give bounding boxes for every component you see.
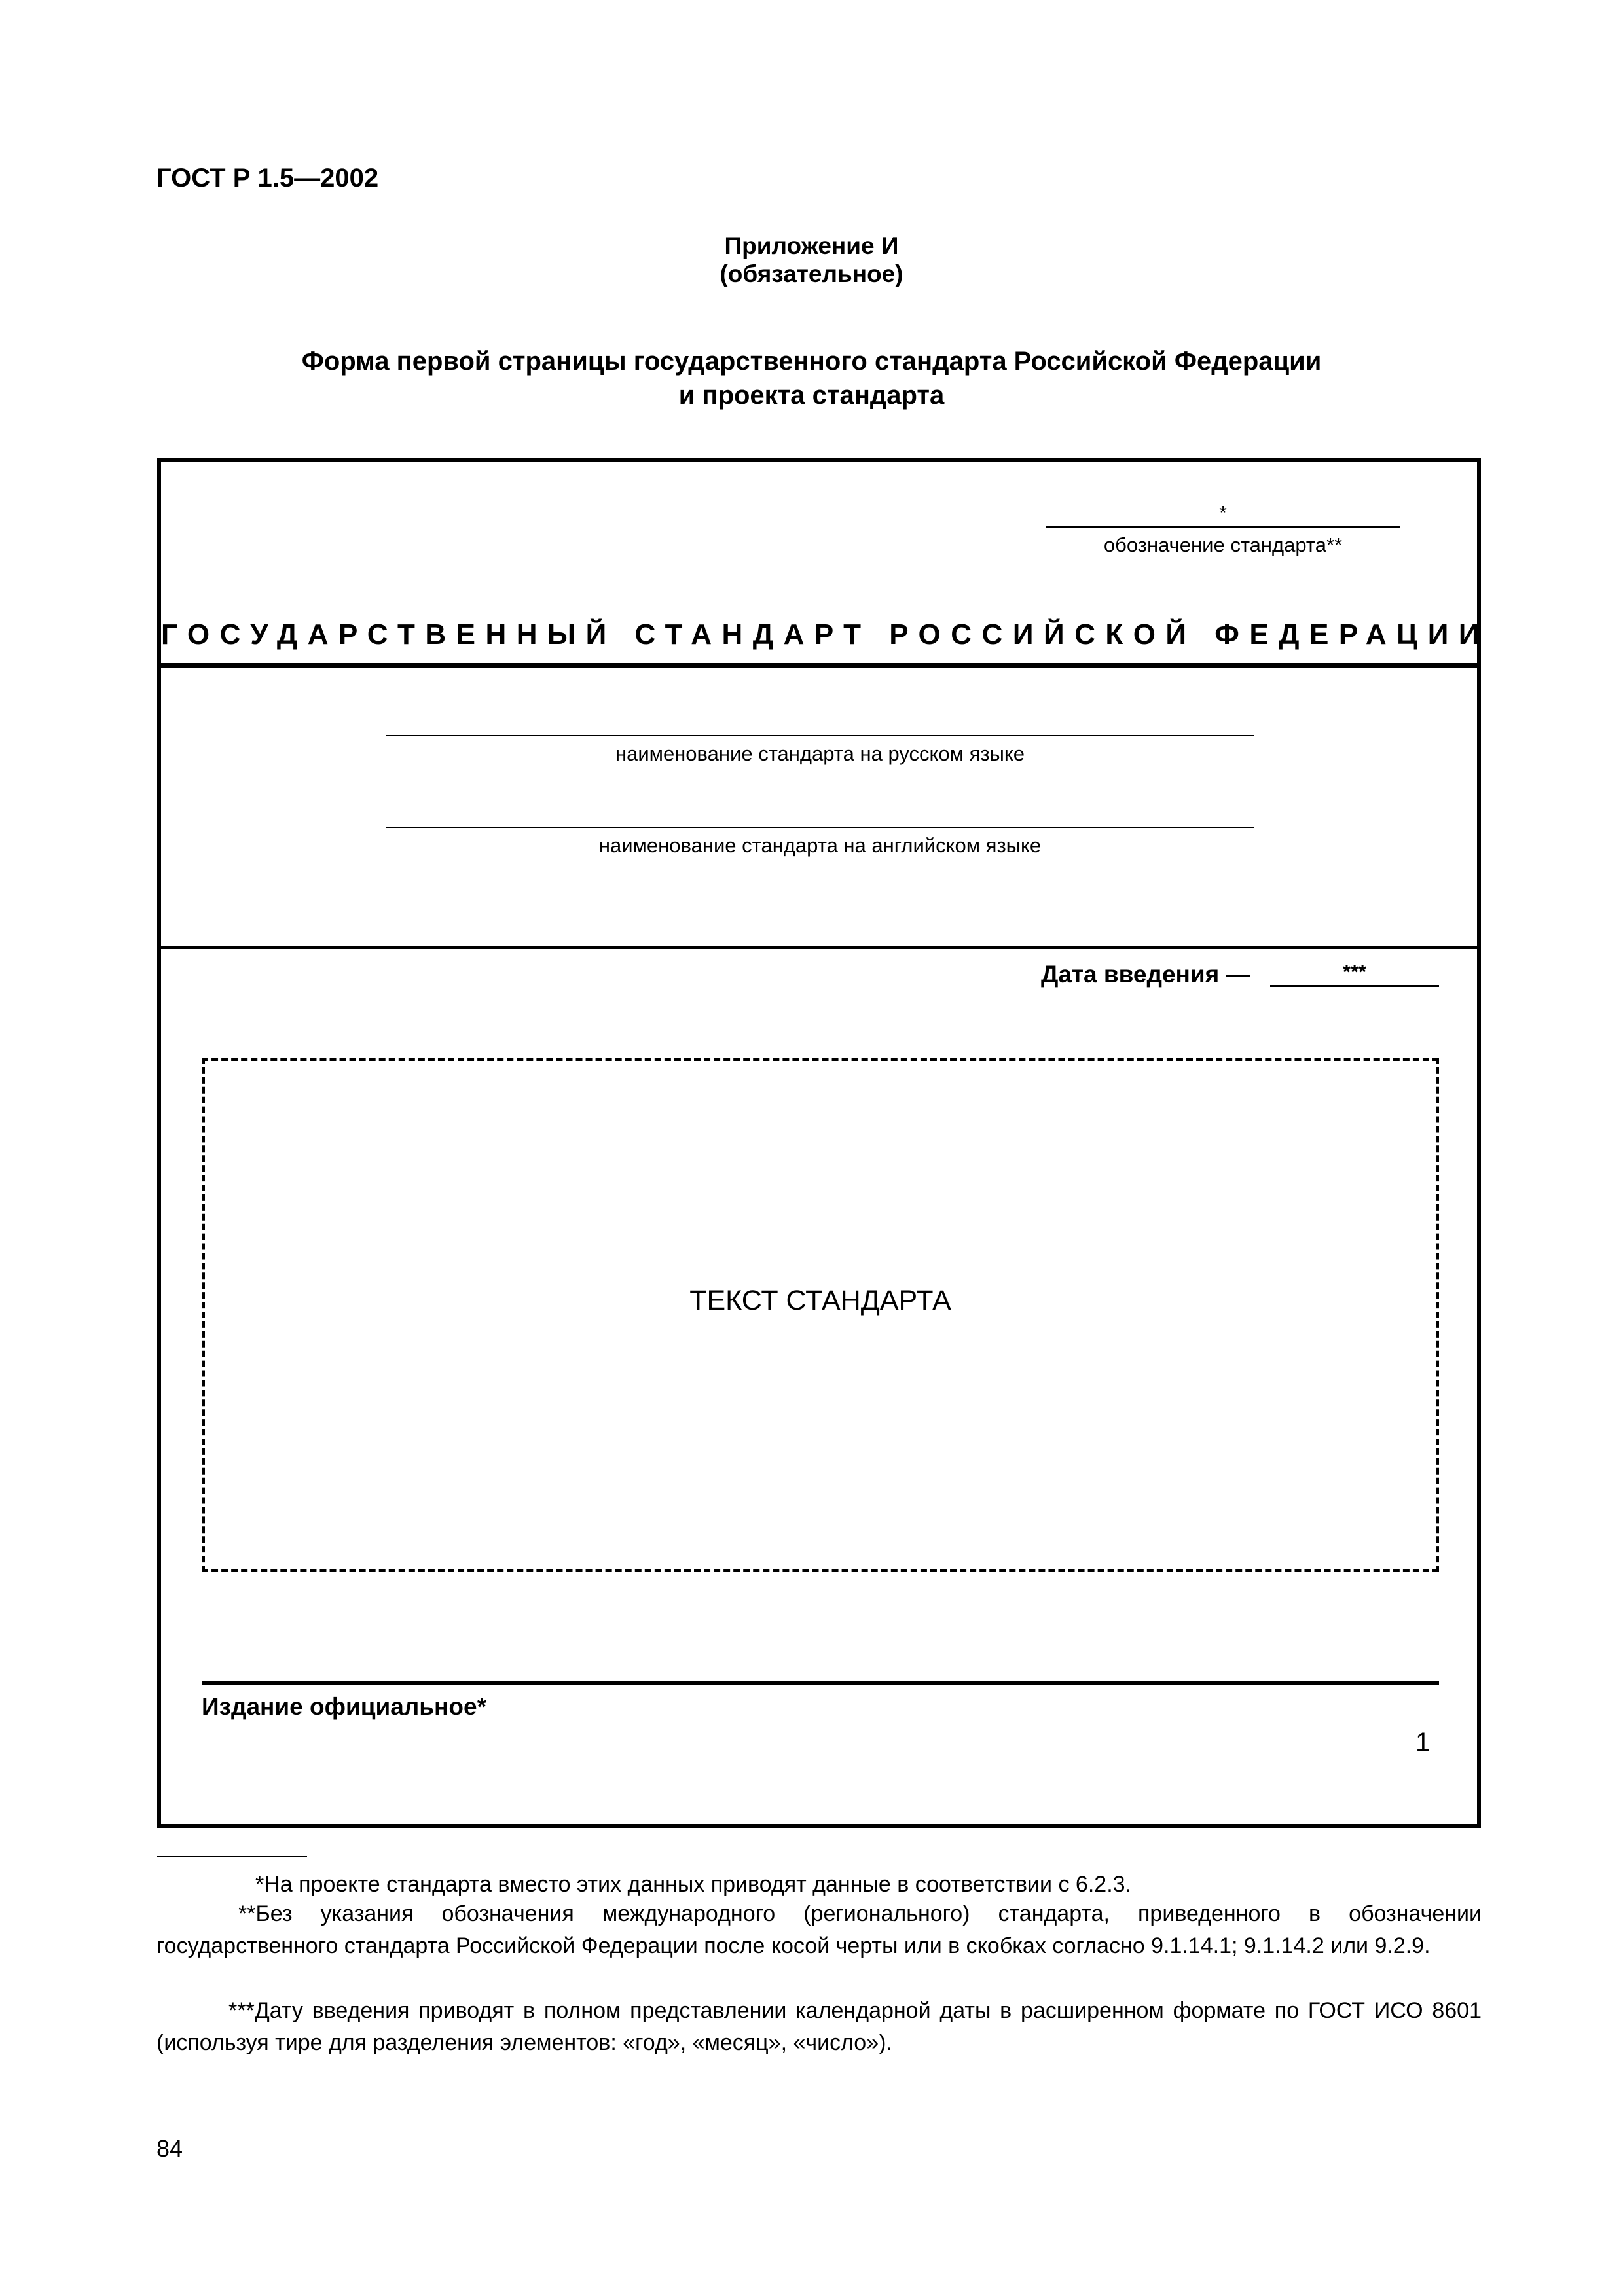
designation-blank-line <box>1046 526 1400 528</box>
footnote-1: *На проекте стандарта вместо этих данных приводят данные в соответствии с 6.2.3. <box>255 1872 1132 1897</box>
footnote-rule <box>157 1856 307 1857</box>
section-separator <box>161 946 1477 949</box>
form-title-line-1: Форма первой страницы государственного стандарта Российской Федерации <box>301 347 1322 376</box>
date-label: Дата введения — <box>1041 961 1250 988</box>
footnote-2: **Без указания обозначения международного (регионального) стандарта, приведенного в обозначении государственного стандарта Российской Федерации после косой черты или в скобках согласно 9.1.14.1; 9.1.14.2 или 9.2.9. <box>156 1901 1482 1959</box>
appendix-status: (обязательное) <box>720 260 903 287</box>
appendix-title: Приложение И <box>724 232 899 259</box>
form-page-number: 1 <box>1415 1728 1431 1757</box>
form-title-line-2: и проекта стандарта <box>678 381 945 410</box>
date-blank-line <box>1270 985 1439 987</box>
edition-label: Издание официальное* <box>202 1693 486 1720</box>
document-number: ГОСТ Р 1.5—2002 <box>156 164 379 192</box>
footnote-3: ***Дату введения приводят в полном представлении календарной даты в расширенном формате по ГОСТ ИСО 8601 (используя тире для разделения элементов: «год», «месяц», «число»). <box>156 1998 1482 2056</box>
date-footnote-mark: *** <box>1342 960 1367 983</box>
name-en-blank-line <box>386 827 1254 828</box>
title-separator <box>161 663 1477 668</box>
edition-separator <box>202 1681 1439 1685</box>
page-number: 84 <box>156 2135 183 2162</box>
name-en-label: наименование стандарта на английском языке <box>598 834 1042 857</box>
name-ru-blank-line <box>386 735 1254 736</box>
standard-text-placeholder: ТЕКСТ СТАНДАРТА <box>689 1285 951 1316</box>
designation-label: обозначение стандарта** <box>1103 533 1343 556</box>
designation-footnote-mark: * <box>1218 501 1228 524</box>
state-standard-title: ГОСУДАРСТВЕННЫЙ СТАНДАРТ РОССИЙСКОЙ ФЕДЕРАЦИИ <box>161 619 1490 651</box>
name-ru-label: наименование стандарта на русском языке <box>615 742 1025 765</box>
